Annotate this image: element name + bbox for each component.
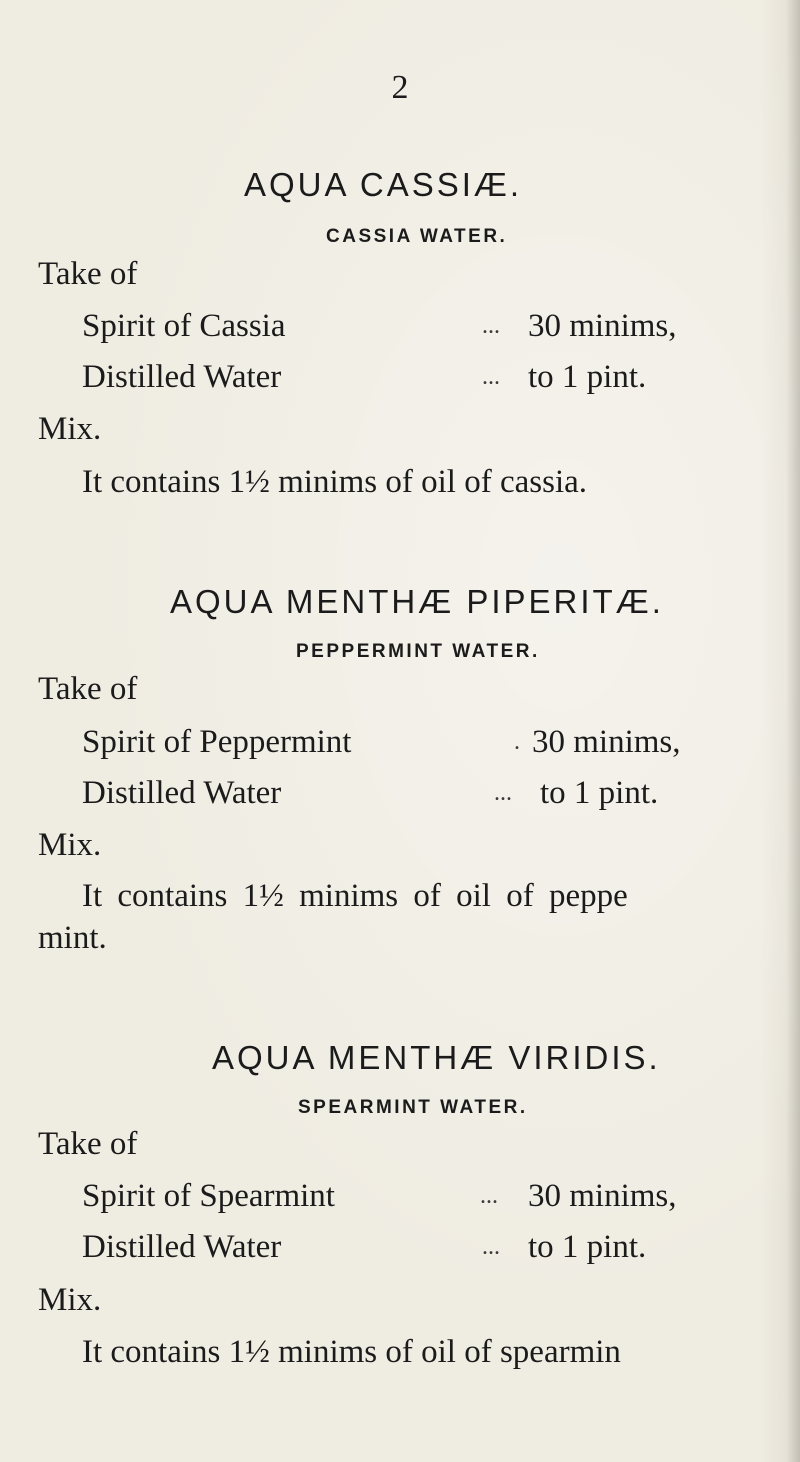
ingredient-name: Distilled Water	[82, 359, 282, 395]
take-of-label: Take of	[38, 1126, 138, 1162]
ingredient-quantity: 30 minims,	[532, 724, 681, 760]
ingredient-quantity: 30 minims,	[528, 1178, 677, 1214]
leader-dots: ...	[482, 313, 500, 339]
take-of-label: Take of	[38, 671, 138, 707]
leader-dots: ...	[482, 364, 500, 390]
recipe-note-continuation: mint.	[38, 920, 107, 956]
mix-label: Mix.	[38, 1282, 102, 1318]
leader-dots: ...	[482, 1234, 500, 1260]
leader-dots: .	[514, 729, 520, 755]
ingredient-quantity: to 1 pint.	[540, 775, 659, 811]
ingredient-quantity: to 1 pint.	[528, 1229, 647, 1265]
take-of-label: Take of	[38, 256, 138, 292]
ingredient-name: Spirit of Cassia	[82, 308, 286, 344]
leader-dots: ...	[480, 1183, 498, 1209]
mix-label: Mix.	[38, 411, 102, 447]
page-number: 2	[391, 69, 409, 106]
recipe-title: AQUA MENTHÆ PIPERITÆ.	[170, 583, 664, 620]
recipe-subtitle: SPEARMINT WATER.	[298, 1097, 528, 1118]
recipe-title: AQUA MENTHÆ VIRIDIS.	[212, 1039, 661, 1076]
ingredient-name: Spirit of Peppermint	[82, 724, 352, 760]
recipe-note: It contains 1½ minims of oil of spearmin	[82, 1334, 621, 1370]
ingredient-quantity: 30 minims,	[528, 308, 677, 344]
ingredient-name: Distilled Water	[82, 1229, 282, 1265]
ingredient-name: Distilled Water	[82, 775, 282, 811]
recipe-note: It contains 1½ minims of oil of cassia.	[82, 464, 588, 500]
recipe-subtitle: PEPPERMINT WATER.	[296, 641, 540, 662]
recipe-subtitle: CASSIA WATER.	[326, 226, 508, 247]
page-edge-shadow	[786, 0, 800, 1462]
leader-dots: ...	[494, 780, 512, 806]
recipe-title: AQUA CASSIÆ.	[244, 166, 523, 203]
mix-label: Mix.	[38, 827, 102, 863]
recipe-note: It contains 1½ minims of oil of peppe	[82, 878, 628, 914]
ingredient-quantity: to 1 pint.	[528, 359, 647, 395]
ingredient-name: Spirit of Spearmint	[82, 1178, 335, 1214]
